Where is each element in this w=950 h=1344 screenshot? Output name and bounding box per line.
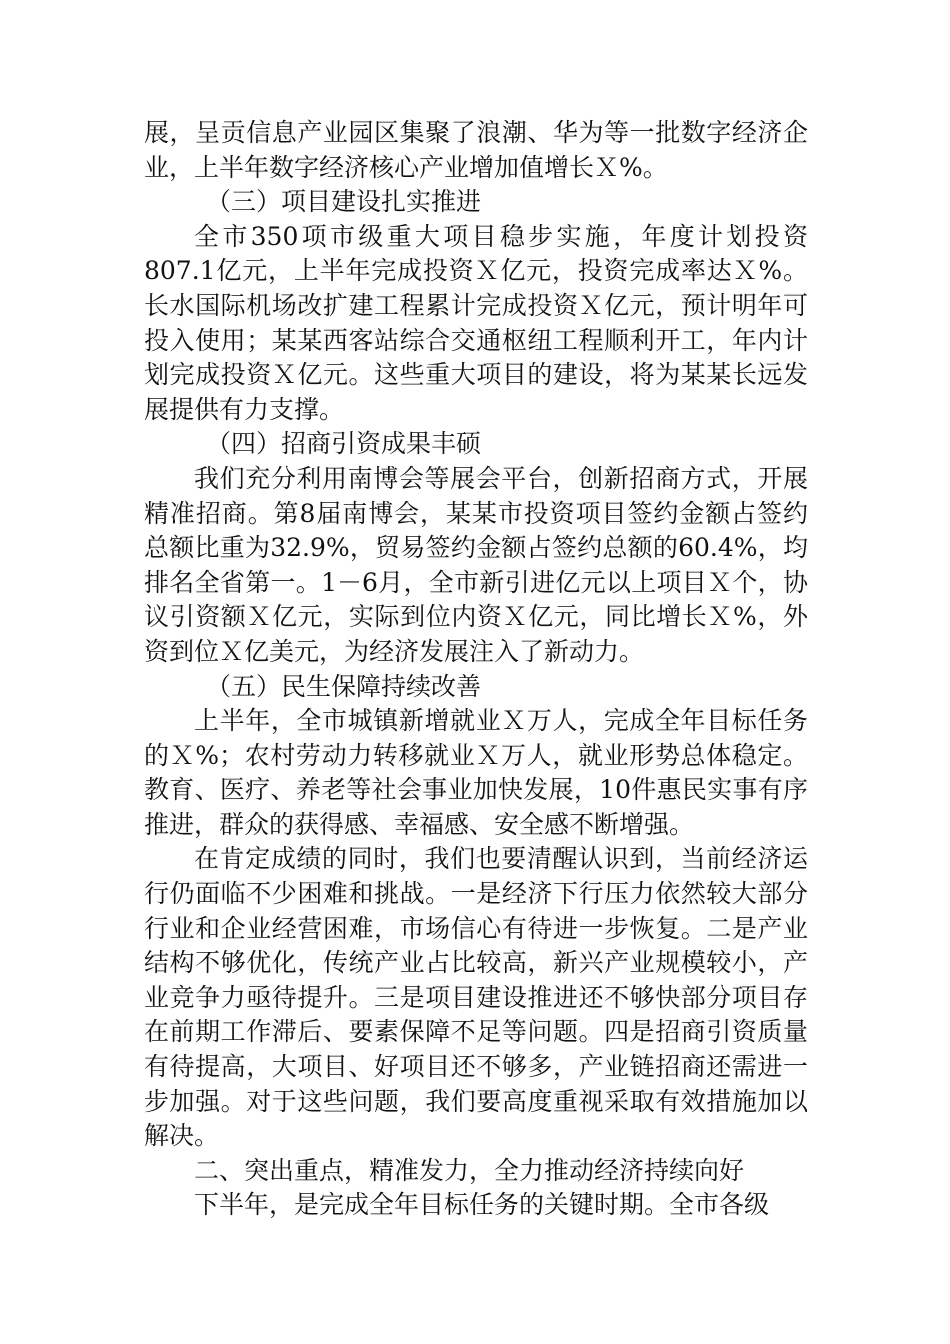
paragraph-investment-promotion: 我们充分利用南博会等展会平台，创新招商方式，开展精准招商。第8届南博会，某某市投资项目签约金额占签约总额比重为32.9%，贸易签约金额占签约总额的60.4%，均排名全省第一。1－6月，全市新引进亿元以上项目Ｘ个，协议引资额Ｘ亿元，实际到位内资Ｘ亿元，同比增长Ｘ%，外资到位Ｘ亿美元，为经济发展注入了新动力。 xyxy=(144,463,808,666)
paragraph-project-construction: 全市350项市级重大项目稳步实施，年度计划投资807.1亿元，上半年完成投资Ｘ亿元，投资完成率达Ｘ%。长水国际机场改扩建工程累计完成投资Ｘ亿元，预计明年可投入使用；某某西客站综合交通枢纽工程顺利开工，年内计划完成投资Ｘ亿元。这些重大项目的建设，将为某某长远发展提供有力支撑。 xyxy=(144,221,808,424)
document-body xyxy=(144,116,808,1223)
subheading-investment-promotion: （四）招商引资成果丰硕 xyxy=(206,429,482,459)
subheading-project-construction: （三）项目建设扎实推进 xyxy=(206,187,482,217)
subheading-livelihood: （五）民生保障持续改善 xyxy=(206,671,482,701)
paragraph-second-half: 下半年，是完成全年目标任务的关键时期。全市各级 xyxy=(194,1190,770,1220)
paragraph-continued: 展，呈贡信息产业园区集聚了浪潮、华为等一批数字经济企业，上半年数字经济核心产业增加值增长Ｘ%。 xyxy=(144,118,808,182)
paragraph-challenges: 在肯定成绩的同时，我们也要清醒认识到，当前经济运行仍面临不少困难和挑战。一是经济下行压力依然较大部分行业和企业经营困难，市场信心有待进一步恢复。二是产业结构不够优化，传统产业占比较高，新兴产业规模较小，产业竞争力亟待提升。三是项目建设推进还不够快部分项目存在前期工作滞后、要素保障不足等问题。四是招商引资质量有待提高，大项目、好项目还不够多，产业链招商还需进一步加强。对于这些问题，我们要高度重视采取有效措施加以解决。 xyxy=(144,844,808,1151)
section-heading-two: 二、突出重点，精准发力，全力推动经济持续向好 xyxy=(194,1155,745,1185)
paragraph-livelihood: 上半年，全市城镇新增就业Ｘ万人，完成全年目标任务的Ｘ%；农村劳动力转移就业Ｘ万人，就业形势总体稳定。教育、医疗、养老等社会事业加快发展，10件惠民实事有序推进，群众的获得感、幸福感、安全感不断增强。 xyxy=(144,706,808,839)
